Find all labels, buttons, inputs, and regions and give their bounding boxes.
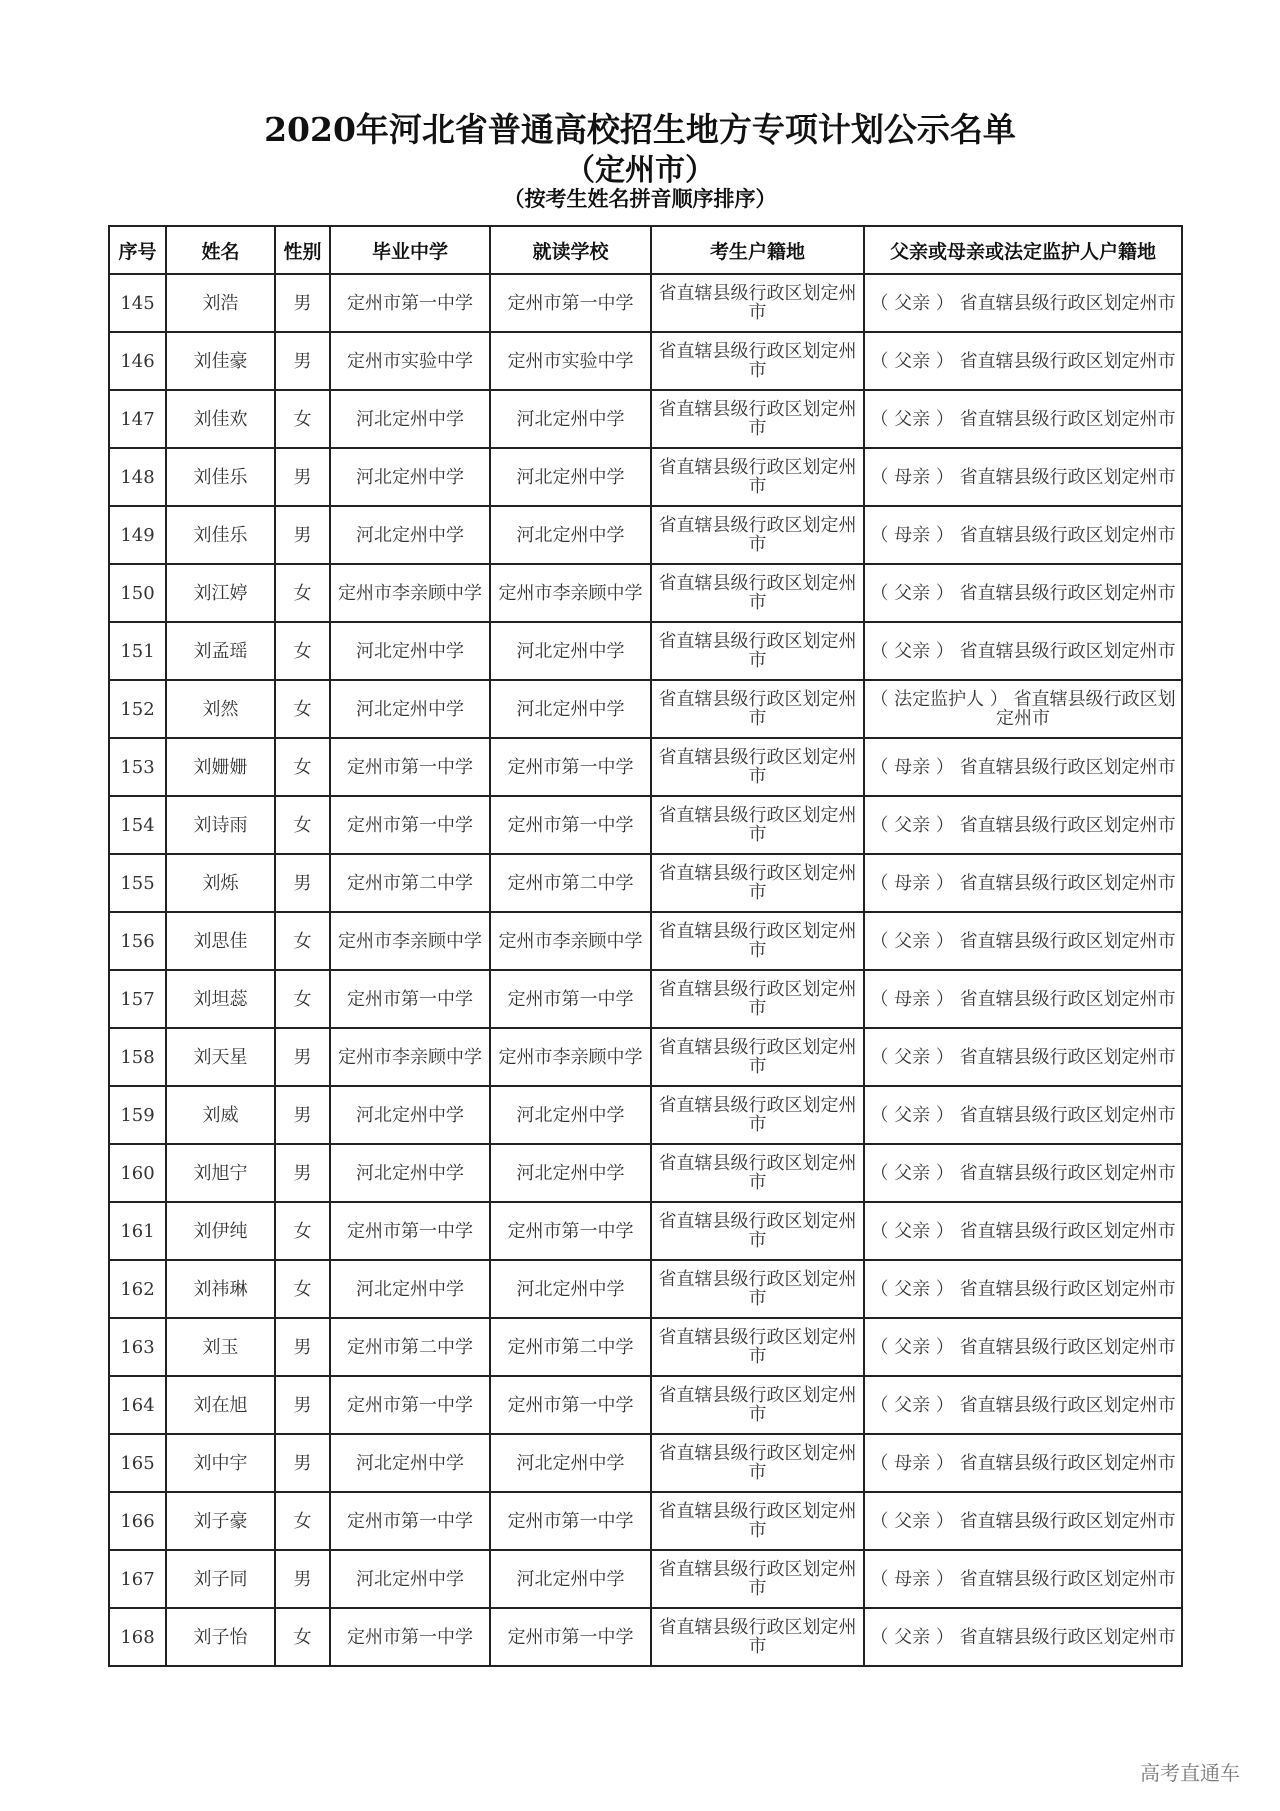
parent-household-origin: （ 父亲 ） 省直辖县级行政区划定州市 bbox=[864, 1028, 1182, 1086]
gender: 女 bbox=[275, 1202, 330, 1260]
graduation-school: 定州市李亲顾中学 bbox=[330, 912, 490, 970]
current-school: 河北定州中学 bbox=[490, 680, 651, 738]
household-origin: 省直辖县级行政区划定州市 bbox=[651, 970, 864, 1028]
header-grad-school: 毕业中学 bbox=[330, 226, 490, 274]
graduation-school: 河北定州中学 bbox=[330, 1086, 490, 1144]
table-row bbox=[109, 1086, 1182, 1144]
table-row bbox=[109, 1608, 1182, 1666]
household-origin: 省直辖县级行政区划定州市 bbox=[651, 390, 864, 448]
household-origin: 省直辖县级行政区划定州市 bbox=[651, 332, 864, 390]
parent-household-origin: （ 父亲 ） 省直辖县级行政区划定州市 bbox=[864, 912, 1182, 970]
row-no: 153 bbox=[109, 738, 166, 796]
student-name: 刘子怡 bbox=[166, 1608, 275, 1666]
student-name: 刘伊纯 bbox=[166, 1202, 275, 1260]
table-row bbox=[109, 1202, 1182, 1260]
household-origin: 省直辖县级行政区划定州市 bbox=[651, 1434, 864, 1492]
gender: 男 bbox=[275, 1376, 330, 1434]
household-origin: 省直辖县级行政区划定州市 bbox=[651, 448, 864, 506]
gender: 女 bbox=[275, 390, 330, 448]
gender: 女 bbox=[275, 564, 330, 622]
student-name: 刘祎琳 bbox=[166, 1260, 275, 1318]
parent-household-origin: （ 母亲 ） 省直辖县级行政区划定州市 bbox=[864, 448, 1182, 506]
parent-household-origin: （ 母亲 ） 省直辖县级行政区划定州市 bbox=[864, 854, 1182, 912]
current-school: 定州市李亲顾中学 bbox=[490, 912, 651, 970]
gender: 女 bbox=[275, 1608, 330, 1666]
current-school: 定州市李亲顾中学 bbox=[490, 1028, 651, 1086]
graduation-school: 定州市李亲顾中学 bbox=[330, 564, 490, 622]
parent-household-origin: （ 母亲 ） 省直辖县级行政区划定州市 bbox=[864, 970, 1182, 1028]
graduation-school: 定州市第一中学 bbox=[330, 970, 490, 1028]
graduation-school: 定州市第二中学 bbox=[330, 854, 490, 912]
parent-household-origin: （ 父亲 ） 省直辖县级行政区划定州市 bbox=[864, 1492, 1182, 1550]
header-parent-origin: 父亲或母亲或法定监护人户籍地 bbox=[864, 226, 1182, 274]
table-row bbox=[109, 738, 1182, 796]
row-no: 161 bbox=[109, 1202, 166, 1260]
row-no: 152 bbox=[109, 680, 166, 738]
row-no: 154 bbox=[109, 796, 166, 854]
row-no: 158 bbox=[109, 1028, 166, 1086]
parent-household-origin: （ 父亲 ） 省直辖县级行政区划定州市 bbox=[864, 796, 1182, 854]
household-origin: 省直辖县级行政区划定州市 bbox=[651, 564, 864, 622]
table-row bbox=[109, 1028, 1182, 1086]
graduation-school: 定州市李亲顾中学 bbox=[330, 1028, 490, 1086]
parent-household-origin: （ 父亲 ） 省直辖县级行政区划定州市 bbox=[864, 1086, 1182, 1144]
current-school: 河北定州中学 bbox=[490, 390, 651, 448]
parent-household-origin: （ 母亲 ） 省直辖县级行政区划定州市 bbox=[864, 1550, 1182, 1608]
graduation-school: 定州市第一中学 bbox=[330, 1376, 490, 1434]
parent-household-origin: （ 父亲 ） 省直辖县级行政区划定州市 bbox=[864, 1318, 1182, 1376]
graduation-school: 定州市第一中学 bbox=[330, 1608, 490, 1666]
graduation-school: 河北定州中学 bbox=[330, 448, 490, 506]
gender: 男 bbox=[275, 274, 330, 332]
student-name: 刘孟瑶 bbox=[166, 622, 275, 680]
row-no: 163 bbox=[109, 1318, 166, 1376]
graduation-school: 河北定州中学 bbox=[330, 1144, 490, 1202]
row-no: 166 bbox=[109, 1492, 166, 1550]
student-name: 刘在旭 bbox=[166, 1376, 275, 1434]
row-no: 162 bbox=[109, 1260, 166, 1318]
graduation-school: 定州市第一中学 bbox=[330, 796, 490, 854]
document-title: 2020年河北省普通高校招生地方专项计划公示名单 bbox=[264, 110, 1016, 149]
current-school: 定州市第一中学 bbox=[490, 796, 651, 854]
household-origin: 省直辖县级行政区划定州市 bbox=[651, 1492, 864, 1550]
household-origin: 省直辖县级行政区划定州市 bbox=[651, 1318, 864, 1376]
row-no: 148 bbox=[109, 448, 166, 506]
gender: 男 bbox=[275, 1028, 330, 1086]
sort-note: （按考生姓名拼音顺序排序） bbox=[503, 186, 777, 211]
student-name: 刘子同 bbox=[166, 1550, 275, 1608]
student-name: 刘佳乐 bbox=[166, 506, 275, 564]
graduation-school: 河北定州中学 bbox=[330, 390, 490, 448]
table-row bbox=[109, 1144, 1182, 1202]
row-no: 155 bbox=[109, 854, 166, 912]
student-name: 刘天星 bbox=[166, 1028, 275, 1086]
gender: 女 bbox=[275, 738, 330, 796]
table-row bbox=[109, 1376, 1182, 1434]
gender: 女 bbox=[275, 680, 330, 738]
row-no: 147 bbox=[109, 390, 166, 448]
current-school: 定州市李亲顾中学 bbox=[490, 564, 651, 622]
header-gender: 性别 bbox=[275, 226, 330, 274]
parent-household-origin: （ 母亲 ） 省直辖县级行政区划定州市 bbox=[864, 506, 1182, 564]
household-origin: 省直辖县级行政区划定州市 bbox=[651, 738, 864, 796]
row-no: 151 bbox=[109, 622, 166, 680]
candidate-table bbox=[108, 225, 1183, 1667]
parent-household-origin: （ 父亲 ） 省直辖县级行政区划定州市 bbox=[864, 1202, 1182, 1260]
student-name: 刘江婷 bbox=[166, 564, 275, 622]
table-row bbox=[109, 970, 1182, 1028]
row-no: 167 bbox=[109, 1550, 166, 1608]
household-origin: 省直辖县级行政区划定州市 bbox=[651, 506, 864, 564]
table-header-row bbox=[109, 226, 1182, 274]
table-row bbox=[109, 796, 1182, 854]
graduation-school: 河北定州中学 bbox=[330, 1550, 490, 1608]
city-subtitle: （定州市） bbox=[565, 153, 715, 188]
table-row bbox=[109, 1260, 1182, 1318]
table-row bbox=[109, 854, 1182, 912]
table-row bbox=[109, 622, 1182, 680]
current-school: 定州市第一中学 bbox=[490, 1608, 651, 1666]
row-no: 149 bbox=[109, 506, 166, 564]
row-no: 150 bbox=[109, 564, 166, 622]
student-name: 刘威 bbox=[166, 1086, 275, 1144]
row-no: 159 bbox=[109, 1086, 166, 1144]
parent-household-origin: （ 父亲 ） 省直辖县级行政区划定州市 bbox=[864, 332, 1182, 390]
household-origin: 省直辖县级行政区划定州市 bbox=[651, 1376, 864, 1434]
current-school: 河北定州中学 bbox=[490, 622, 651, 680]
table-row bbox=[109, 1550, 1182, 1608]
header-origin: 考生户籍地 bbox=[651, 226, 864, 274]
current-school: 河北定州中学 bbox=[490, 506, 651, 564]
header-name: 姓名 bbox=[166, 226, 275, 274]
row-no: 164 bbox=[109, 1376, 166, 1434]
gender: 男 bbox=[275, 332, 330, 390]
gender: 女 bbox=[275, 970, 330, 1028]
gender: 男 bbox=[275, 448, 330, 506]
graduation-school: 定州市第一中学 bbox=[330, 274, 490, 332]
parent-household-origin: （ 法定监护人 ） 省直辖县级行政区划定州市 bbox=[864, 680, 1182, 738]
current-school: 定州市第一中学 bbox=[490, 970, 651, 1028]
current-school: 河北定州中学 bbox=[490, 1550, 651, 1608]
row-no: 145 bbox=[109, 274, 166, 332]
parent-household-origin: （ 父亲 ） 省直辖县级行政区划定州市 bbox=[864, 1144, 1182, 1202]
household-origin: 省直辖县级行政区划定州市 bbox=[651, 1144, 864, 1202]
student-name: 刘诗雨 bbox=[166, 796, 275, 854]
parent-household-origin: （ 父亲 ） 省直辖县级行政区划定州市 bbox=[864, 1260, 1182, 1318]
student-name: 刘然 bbox=[166, 680, 275, 738]
gender: 男 bbox=[275, 1086, 330, 1144]
graduation-school: 定州市第一中学 bbox=[330, 1202, 490, 1260]
household-origin: 省直辖县级行政区划定州市 bbox=[651, 1086, 864, 1144]
student-name: 刘旭宁 bbox=[166, 1144, 275, 1202]
parent-household-origin: （ 父亲 ） 省直辖县级行政区划定州市 bbox=[864, 564, 1182, 622]
current-school: 定州市第一中学 bbox=[490, 274, 651, 332]
student-name: 刘浩 bbox=[166, 274, 275, 332]
graduation-school: 河北定州中学 bbox=[330, 1434, 490, 1492]
gender: 男 bbox=[275, 1318, 330, 1376]
gender: 女 bbox=[275, 1492, 330, 1550]
header-school: 就读学校 bbox=[490, 226, 651, 274]
current-school: 河北定州中学 bbox=[490, 448, 651, 506]
student-name: 刘玉 bbox=[166, 1318, 275, 1376]
household-origin: 省直辖县级行政区划定州市 bbox=[651, 1608, 864, 1666]
header-no: 序号 bbox=[109, 226, 166, 274]
row-no: 157 bbox=[109, 970, 166, 1028]
graduation-school: 河北定州中学 bbox=[330, 622, 490, 680]
current-school: 定州市第一中学 bbox=[490, 1492, 651, 1550]
table-row bbox=[109, 564, 1182, 622]
graduation-school: 定州市第一中学 bbox=[330, 1492, 490, 1550]
current-school: 河北定州中学 bbox=[490, 1260, 651, 1318]
row-no: 156 bbox=[109, 912, 166, 970]
gender: 女 bbox=[275, 1260, 330, 1318]
student-name: 刘中宇 bbox=[166, 1434, 275, 1492]
household-origin: 省直辖县级行政区划定州市 bbox=[651, 680, 864, 738]
gender: 男 bbox=[275, 1434, 330, 1492]
household-origin: 省直辖县级行政区划定州市 bbox=[651, 796, 864, 854]
table-row bbox=[109, 390, 1182, 448]
gender: 女 bbox=[275, 622, 330, 680]
graduation-school: 河北定州中学 bbox=[330, 506, 490, 564]
current-school: 河北定州中学 bbox=[490, 1086, 651, 1144]
watermark: 高考直通车 bbox=[1140, 1761, 1240, 1785]
household-origin: 省直辖县级行政区划定州市 bbox=[651, 912, 864, 970]
gender: 男 bbox=[275, 1550, 330, 1608]
current-school: 定州市第一中学 bbox=[490, 738, 651, 796]
gender: 男 bbox=[275, 1144, 330, 1202]
parent-household-origin: （ 父亲 ） 省直辖县级行政区划定州市 bbox=[864, 390, 1182, 448]
parent-household-origin: （ 父亲 ） 省直辖县级行政区划定州市 bbox=[864, 274, 1182, 332]
gender: 女 bbox=[275, 912, 330, 970]
row-no: 160 bbox=[109, 1144, 166, 1202]
table-row bbox=[109, 274, 1182, 332]
graduation-school: 定州市第二中学 bbox=[330, 1318, 490, 1376]
parent-household-origin: （ 母亲 ） 省直辖县级行政区划定州市 bbox=[864, 738, 1182, 796]
current-school: 河北定州中学 bbox=[490, 1434, 651, 1492]
household-origin: 省直辖县级行政区划定州市 bbox=[651, 274, 864, 332]
parent-household-origin: （ 父亲 ） 省直辖县级行政区划定州市 bbox=[864, 1376, 1182, 1434]
current-school: 河北定州中学 bbox=[490, 1144, 651, 1202]
household-origin: 省直辖县级行政区划定州市 bbox=[651, 1550, 864, 1608]
current-school: 定州市第一中学 bbox=[490, 1202, 651, 1260]
table-row bbox=[109, 680, 1182, 738]
table-row bbox=[109, 448, 1182, 506]
graduation-school: 河北定州中学 bbox=[330, 1260, 490, 1318]
student-name: 刘佳欢 bbox=[166, 390, 275, 448]
household-origin: 省直辖县级行政区划定州市 bbox=[651, 854, 864, 912]
graduation-school: 河北定州中学 bbox=[330, 680, 490, 738]
student-name: 刘佳豪 bbox=[166, 332, 275, 390]
current-school: 定州市第二中学 bbox=[490, 854, 651, 912]
student-name: 刘坦蕊 bbox=[166, 970, 275, 1028]
row-no: 165 bbox=[109, 1434, 166, 1492]
household-origin: 省直辖县级行政区划定州市 bbox=[651, 1260, 864, 1318]
student-name: 刘佳乐 bbox=[166, 448, 275, 506]
table-row bbox=[109, 506, 1182, 564]
gender: 男 bbox=[275, 506, 330, 564]
parent-household-origin: （ 父亲 ） 省直辖县级行政区划定州市 bbox=[864, 1608, 1182, 1666]
household-origin: 省直辖县级行政区划定州市 bbox=[651, 1202, 864, 1260]
student-name: 刘思佳 bbox=[166, 912, 275, 970]
parent-household-origin: （ 母亲 ） 省直辖县级行政区划定州市 bbox=[864, 1434, 1182, 1492]
household-origin: 省直辖县级行政区划定州市 bbox=[651, 622, 864, 680]
student-name: 刘烁 bbox=[166, 854, 275, 912]
parent-household-origin: （ 父亲 ） 省直辖县级行政区划定州市 bbox=[864, 622, 1182, 680]
current-school: 定州市实验中学 bbox=[490, 332, 651, 390]
student-name: 刘姗姗 bbox=[166, 738, 275, 796]
table-row bbox=[109, 1492, 1182, 1550]
graduation-school: 定州市第一中学 bbox=[330, 738, 490, 796]
student-name: 刘子豪 bbox=[166, 1492, 275, 1550]
row-no: 146 bbox=[109, 332, 166, 390]
current-school: 定州市第一中学 bbox=[490, 1376, 651, 1434]
gender: 男 bbox=[275, 854, 330, 912]
table-row bbox=[109, 1318, 1182, 1376]
table-row bbox=[109, 912, 1182, 970]
graduation-school: 定州市实验中学 bbox=[330, 332, 490, 390]
current-school: 定州市第二中学 bbox=[490, 1318, 651, 1376]
gender: 女 bbox=[275, 796, 330, 854]
table-row bbox=[109, 1434, 1182, 1492]
table-row bbox=[109, 332, 1182, 390]
row-no: 168 bbox=[109, 1608, 166, 1666]
household-origin: 省直辖县级行政区划定州市 bbox=[651, 1028, 864, 1086]
